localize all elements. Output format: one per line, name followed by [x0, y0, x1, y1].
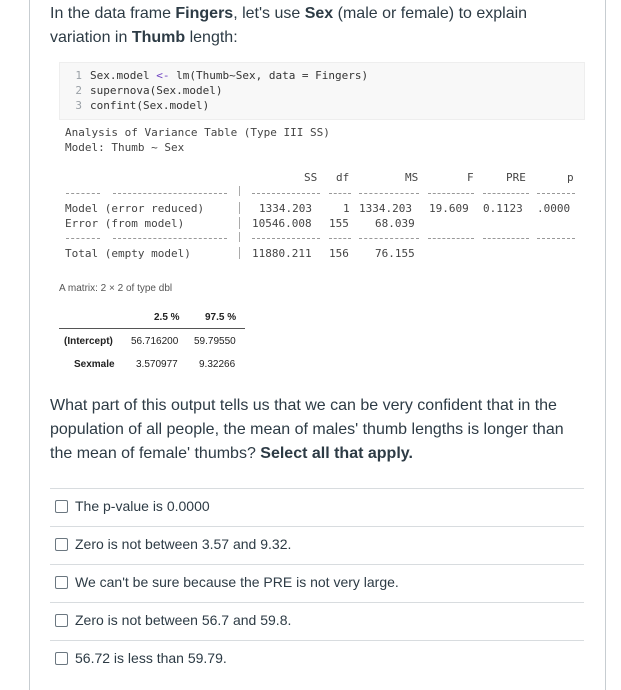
question-emphasis: Select all that apply. [260, 445, 413, 462]
explanatory-var: Sex [304, 5, 334, 22]
anova-p: .0000 [537, 202, 571, 215]
matrix-col-header: 97.5 % [205, 312, 237, 323]
anova-header-f: F [467, 171, 474, 184]
anova-df: 1 [343, 202, 350, 215]
answer-option[interactable] [50, 488, 584, 525]
anova-ms: 1334.203 [359, 202, 412, 215]
checkbox[interactable] [55, 652, 68, 665]
matrix-caption: A matrix: 2 × 2 of type dbl [59, 283, 173, 294]
anova-row-label: Model (error reduced) [65, 202, 205, 215]
matrix-row-label: Sexmale [74, 359, 115, 370]
checkbox[interactable] [55, 538, 68, 551]
code-block [59, 62, 585, 120]
option-label: Zero is not between 3.57 and 9.32. [75, 536, 292, 552]
anova-row-label: Error (from model) [65, 217, 185, 230]
anova-ss: 11880.211 [252, 247, 312, 260]
anova-ms: 76.155 [375, 247, 415, 260]
anova-pre: 0.1123 [483, 202, 523, 215]
answer-option[interactable] [50, 526, 584, 563]
anova-df: 156 [329, 247, 349, 260]
matrix-cell: 59.79550 [194, 336, 236, 347]
anova-header-pre: PRE [506, 171, 526, 184]
option-label: The p-value is 0.0000 [75, 498, 210, 514]
matrix-cell: 3.570977 [136, 359, 178, 370]
code-line: 2 supernova(Sex.model) [75, 84, 223, 97]
anova-ss: 1334.203 [259, 202, 312, 215]
anova-title: Analysis of Variance Table (Type III SS) [65, 126, 330, 139]
anova-header-p: p [567, 171, 574, 184]
anova-f: 19.609 [429, 202, 469, 215]
option-label: 56.72 is less than 59.79. [75, 650, 227, 666]
anova-df: 155 [329, 217, 349, 230]
code-line: 3 confint(Sex.model) [75, 99, 210, 112]
matrix-cell: 9.32266 [199, 359, 236, 370]
anova-header-ms: MS [405, 171, 419, 184]
matrix-cell: 56.716200 [131, 336, 179, 347]
answer-option[interactable] [50, 602, 584, 639]
intro-text: In the data frame Fingers, let's use Sex (male or female) to explain variation in Thumb length: [50, 5, 528, 46]
anova-ss: 10546.008 [252, 217, 312, 230]
answer-option[interactable] [50, 564, 584, 601]
question-text: What part of this output tells us that we can be very confident that in the population of all people, the mean of males' thumb lengths is longer than the mean of female' thumbs? Select all that apply. [50, 397, 564, 462]
code-line: 1 Sex.model <- lm(Thumb~Sex, data = Fingers) [75, 69, 369, 82]
anova-model-line: Model: Thumb ~ Sex [65, 141, 185, 154]
option-label: We can't be sure because the PRE is not very large. [75, 574, 399, 590]
anova-header-ss: SS [304, 171, 318, 184]
checkbox[interactable] [55, 500, 68, 513]
matrix-col-header: 2.5 % [154, 312, 180, 323]
answer-option[interactable] [50, 640, 584, 677]
anova-ms: 68.039 [375, 217, 415, 230]
frame-name: Fingers [175, 5, 234, 22]
checkbox[interactable] [55, 576, 68, 589]
option-label: Zero is not between 56.7 and 59.8. [75, 612, 292, 628]
matrix-row-label: (Intercept) [64, 336, 113, 347]
outcome-var: Thumb [131, 29, 186, 46]
anova-header-df: df [336, 171, 350, 184]
checkbox[interactable] [55, 614, 68, 627]
anova-row-label: Total (empty model) [65, 247, 191, 260]
